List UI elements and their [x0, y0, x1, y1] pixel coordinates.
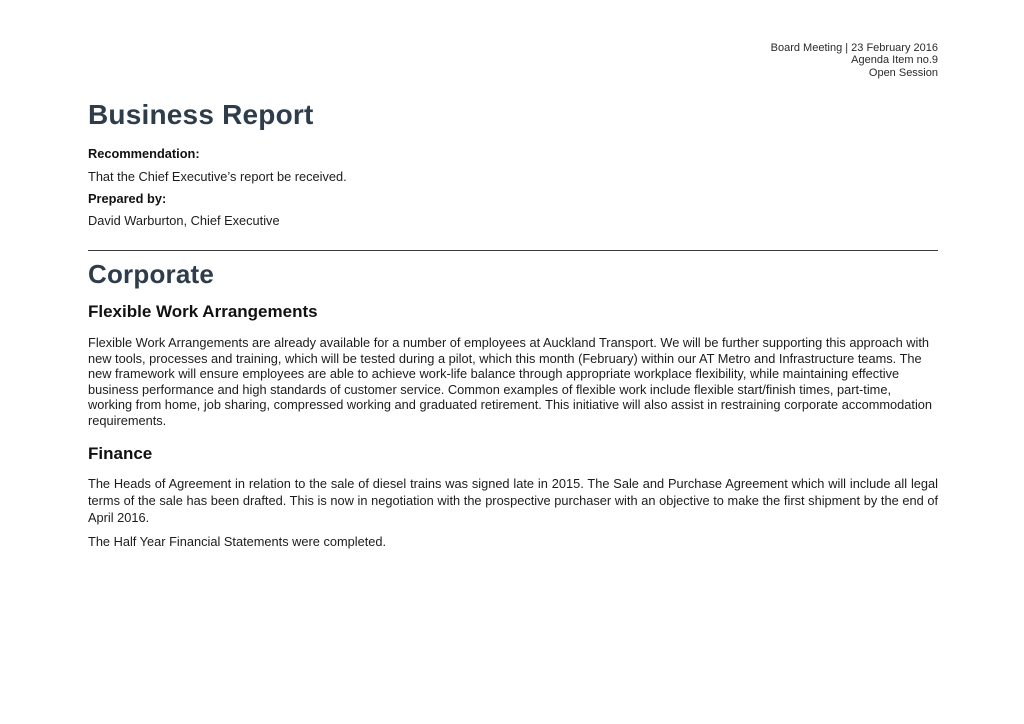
- document-header: [0, 0, 1024, 79]
- recommendation-row: [88, 143, 938, 165]
- report-meta: [88, 143, 938, 232]
- header-meeting-line: Board Meeting | 23 February 2016: [770, 42, 938, 54]
- document-content: [0, 101, 1024, 550]
- page-title: Business Report: [88, 99, 314, 131]
- section-divider: [88, 250, 938, 251]
- section-heading-corporate: Corporate: [88, 259, 215, 290]
- recommendation-text: That the Chief Executive’s report be received.: [88, 168, 347, 184]
- prepared-by-row: [88, 188, 938, 210]
- header-session-line: Open Session: [868, 66, 938, 79]
- subsection-heading-flexible-work: Flexible Work Arrangements: [88, 302, 318, 322]
- flexible-work-paragraph: Flexible Work Arrangements are already available for a number of employees at Auckland Transport. We will be further supporting this approach with new tools, processes and training, which will be tested during a pilot, which this month (February) within our AT Metro and Infrastructure teams. The new framework will ensure employees are able to achieve work-life balance through appropriate workplace flexibility, while maintaining effective business performance and high standards of customer service. Common examples of flexible work include flexible start/finish times, part-time, working from home, job sharing, compressed working and graduated retirement. This initiative will also assist in restraining corporate accommodation requirements.: [88, 335, 933, 429]
- recommendation-label: Recommendation:: [88, 146, 200, 162]
- finance-paragraph-2: The Half Year Financial Statements were completed.: [88, 534, 387, 550]
- prepared-by-label: Prepared by:: [88, 190, 167, 206]
- finance-paragraph-1: The Heads of Agreement in relation to the sale of diesel trains was signed late in 2015. The Sale and Purchase Agreement which will include all legal terms of the sale has been drafted. This is now in negotiation with the prospective purchaser with an objective to make the first shipment by the end of April 2016.: [88, 476, 938, 525]
- header-agenda-line: Agenda Item no.9: [851, 54, 938, 67]
- prepared-by-text: David Warburton, Chief Executive: [88, 213, 280, 229]
- subsection-heading-finance: Finance: [88, 443, 153, 463]
